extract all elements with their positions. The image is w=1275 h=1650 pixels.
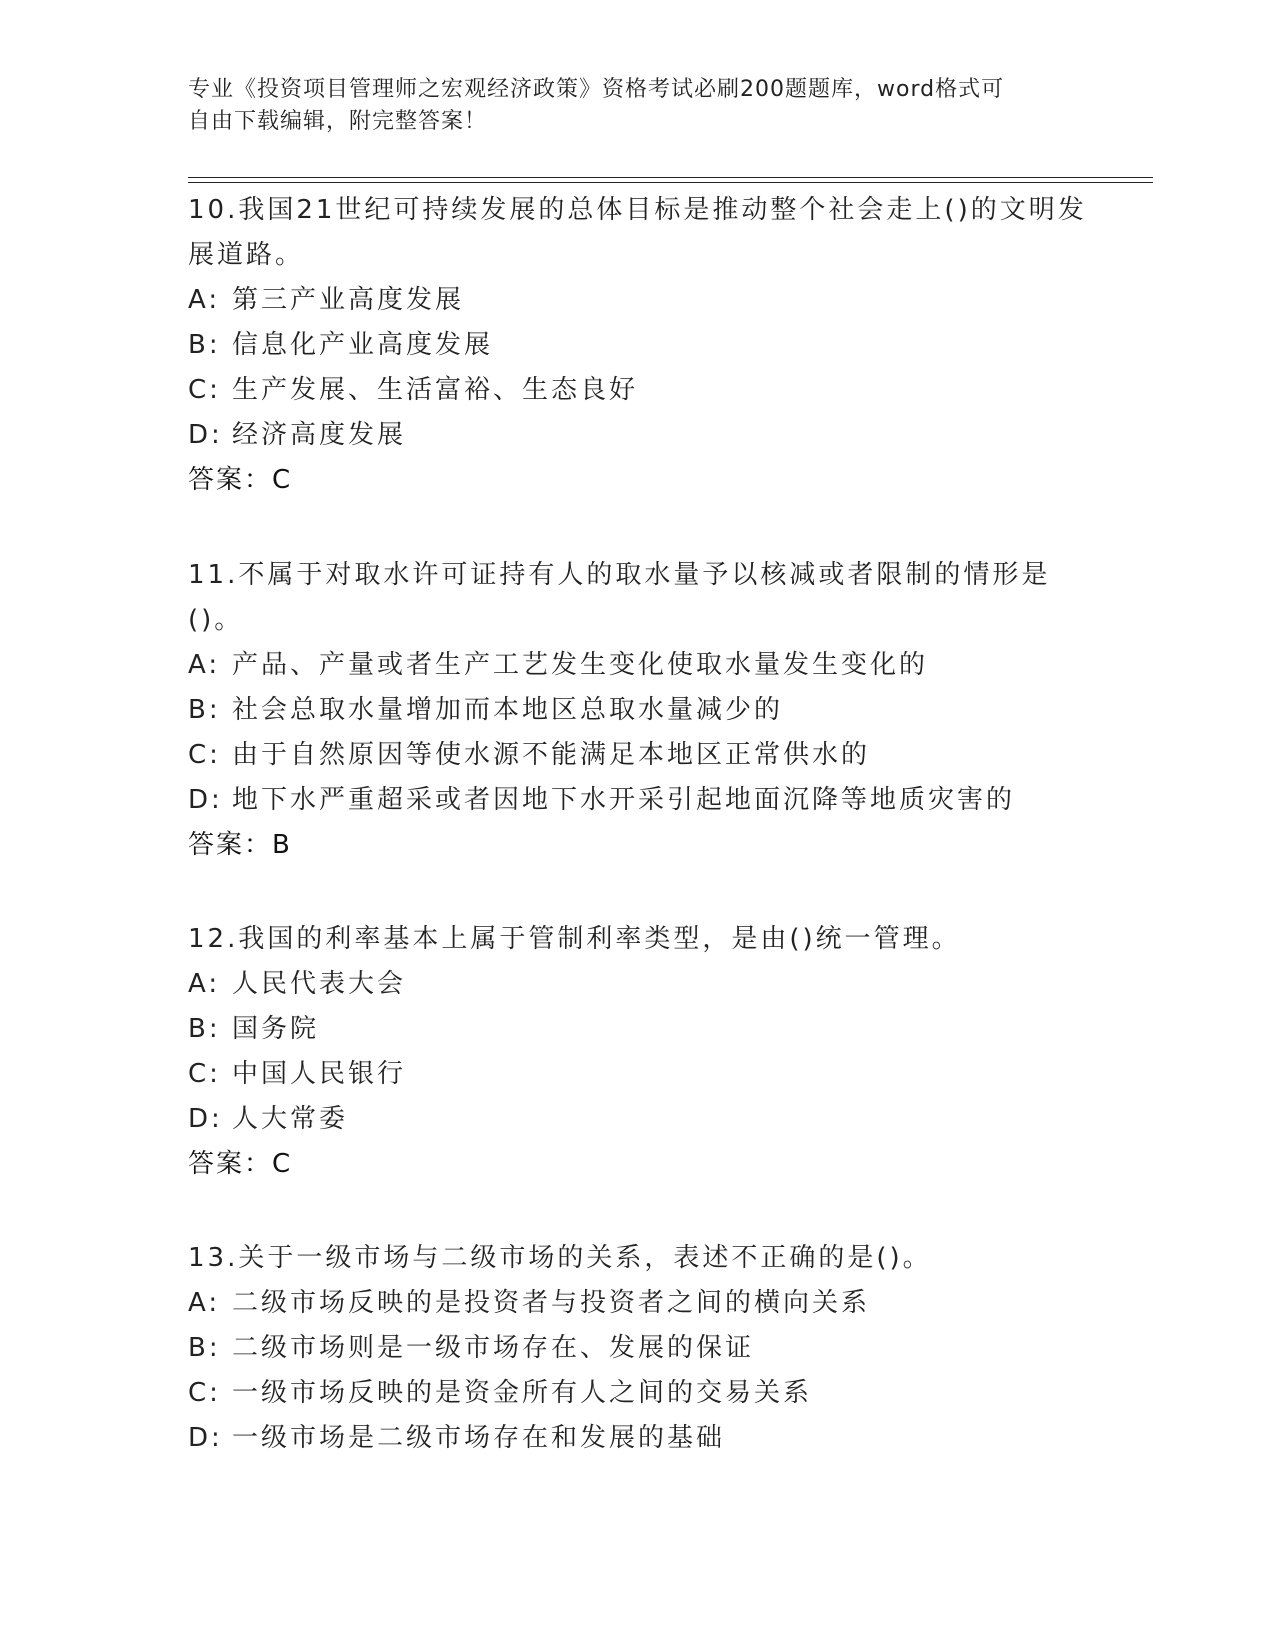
option-text: 生产发展、生活富裕、生态良好: [232, 375, 639, 405]
option-d: [188, 1097, 1093, 1142]
answer-line: 答案：C: [188, 465, 293, 495]
option-key: D:: [188, 1423, 223, 1453]
option-a: [188, 643, 1093, 688]
header-divider-bottom: [188, 182, 1153, 183]
option-key: C:: [188, 375, 221, 405]
option-b: [188, 1007, 1093, 1052]
option-text: 第三产业高度发展: [232, 285, 465, 315]
document-header: [188, 74, 1088, 138]
question-stem: 12.我国的利率基本上属于管制利率类型，是由()统一管理。: [188, 924, 961, 954]
option-key: A:: [188, 969, 221, 999]
option-d: [188, 778, 1093, 823]
question-stem: 13.关于一级市场与二级市场的关系，表述不正确的是()。: [188, 1243, 932, 1273]
answer-line: 答案：C: [188, 1149, 293, 1179]
option-b: [188, 688, 1093, 733]
option-text: 二级市场反映的是投资者与投资者之间的横向关系: [232, 1288, 871, 1318]
option-text: 地下水严重超采或者因地下水开采引起地面沉降等地质灾害的: [232, 785, 1016, 815]
option-c: [188, 733, 1093, 778]
option-key: C:: [188, 1059, 221, 1089]
option-a: [188, 962, 1093, 1007]
option-c: [188, 1371, 1093, 1416]
option-c: [188, 368, 1093, 413]
option-a: [188, 1281, 1093, 1326]
option-b: [188, 323, 1093, 368]
option-key: B:: [188, 1333, 221, 1363]
option-key: D:: [188, 1104, 223, 1134]
option-key: B:: [188, 330, 221, 360]
option-c: [188, 1052, 1093, 1097]
option-key: A:: [188, 285, 221, 315]
header-divider-top: [188, 177, 1153, 178]
option-key: C:: [188, 1378, 221, 1408]
option-key: D:: [188, 785, 223, 815]
option-text: 一级市场反映的是资金所有人之间的交易关系: [232, 1378, 813, 1408]
option-key: A:: [188, 650, 221, 680]
question-10: [188, 188, 1093, 503]
option-key: A:: [188, 1288, 221, 1318]
option-d: [188, 413, 1093, 458]
question-stem: 11.不属于对取水许可证持有人的取水量予以核减或者限制的情形是()。: [188, 560, 1051, 635]
option-text: 二级市场则是一级市场存在、发展的保证: [232, 1333, 755, 1363]
header-line-2: 自由下载编辑，附完整答案！: [188, 109, 488, 134]
option-b: [188, 1326, 1093, 1371]
option-key: B:: [188, 695, 221, 725]
question-12: [188, 917, 1093, 1187]
question-11: [188, 553, 1093, 868]
option-text: 产品、产量或者生产工艺发生变化使取水量发生变化的: [232, 650, 929, 680]
header-line-1: 专业《投资项目管理师之宏观经济政策》资格考试必刷200题题库，word格式可: [188, 77, 1005, 102]
option-key: C:: [188, 740, 221, 770]
question-stem: 10.我国21世纪可持续发展的总体目标是推动整个社会走上()的文明发展道路。: [188, 195, 1087, 270]
option-text: 由于自然原因等使水源不能满足本地区正常供水的: [232, 740, 871, 770]
option-text: 信息化产业高度发展: [232, 330, 494, 360]
option-text: 国务院: [232, 1014, 320, 1044]
option-key: D:: [188, 420, 223, 450]
answer-line: 答案：B: [188, 830, 292, 860]
option-text: 人大常委: [232, 1104, 349, 1134]
option-text: 人民代表大会: [232, 969, 407, 999]
option-a: [188, 278, 1093, 323]
option-key: B:: [188, 1014, 221, 1044]
question-13: [188, 1236, 1093, 1461]
option-text: 社会总取水量增加而本地区总取水量减少的: [232, 695, 784, 725]
option-text: 经济高度发展: [232, 420, 407, 450]
option-d: [188, 1416, 1093, 1461]
option-text: 中国人民银行: [232, 1059, 407, 1089]
option-text: 一级市场是二级市场存在和发展的基础: [232, 1423, 726, 1453]
